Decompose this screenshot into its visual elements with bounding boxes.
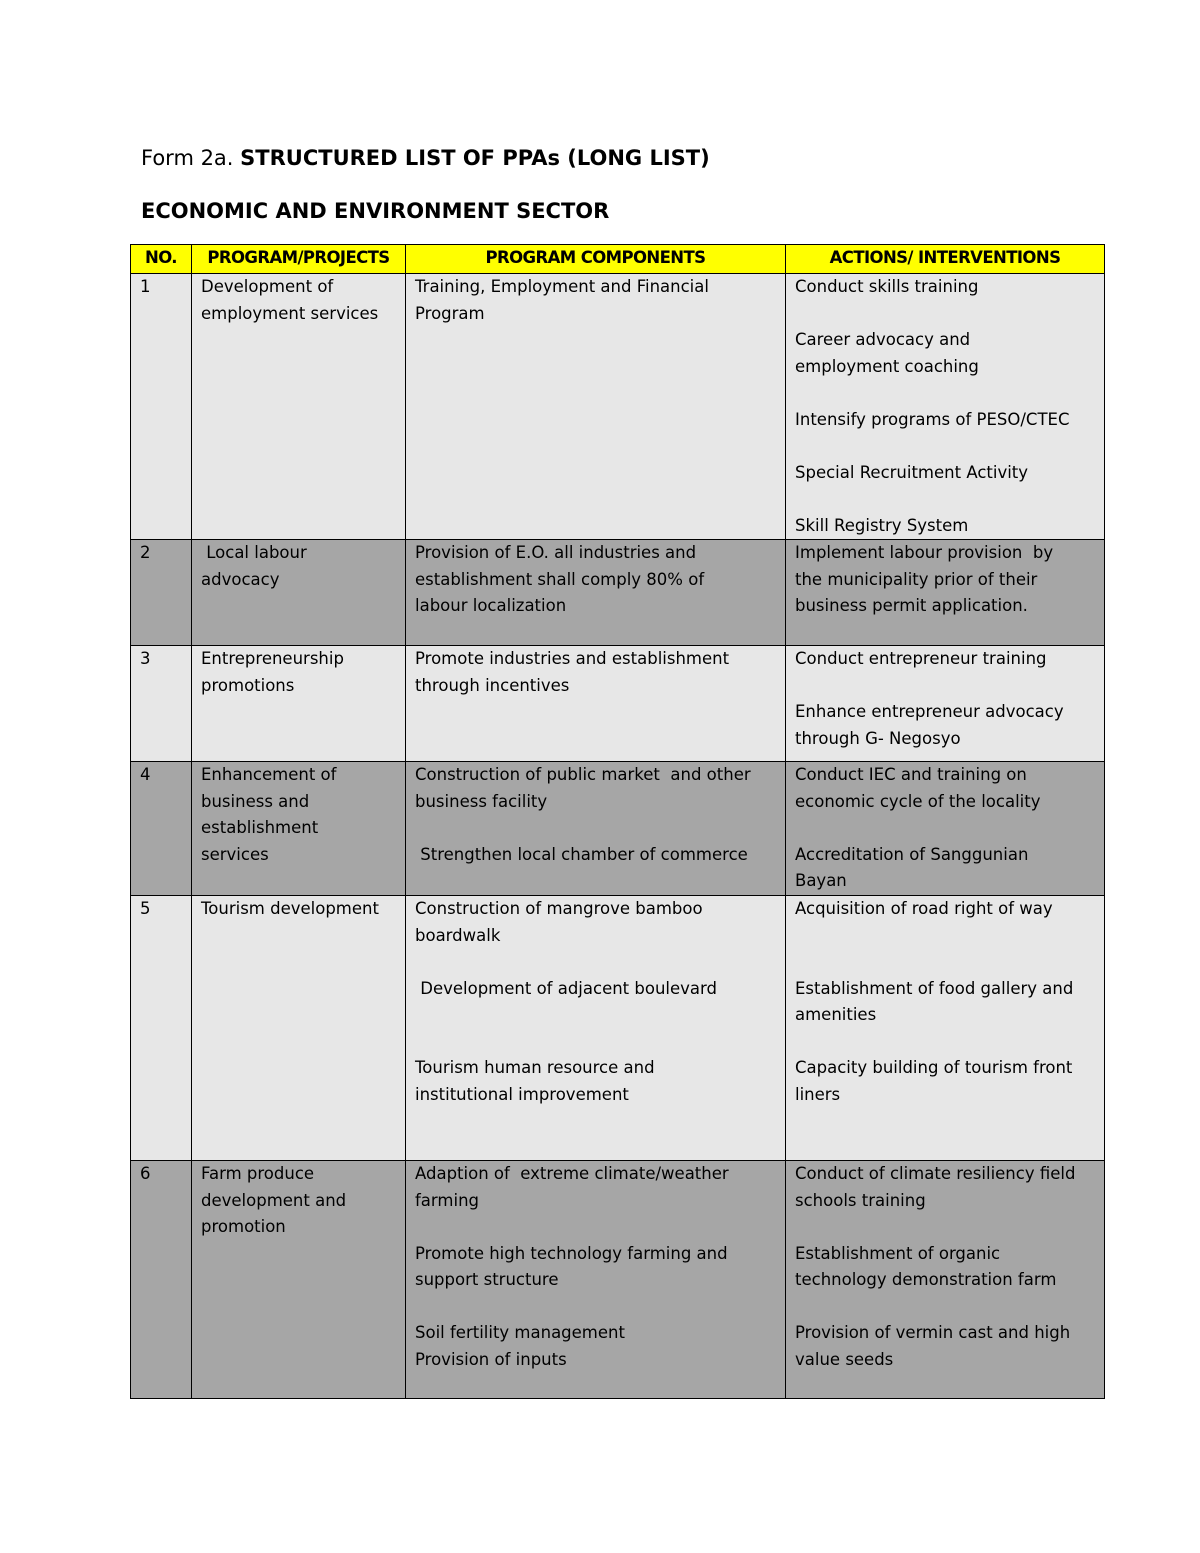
cell-line: Development of adjacent boulevard: [415, 978, 717, 998]
blank-line: [415, 815, 776, 842]
sector-title: ECONOMIC AND ENVIRONMENT SECTOR: [141, 199, 610, 223]
cell-line: Enhancement of: [201, 765, 337, 784]
blank-line: [415, 1294, 776, 1321]
blank-line: [415, 1029, 776, 1056]
cell-line: development and: [201, 1190, 347, 1210]
blank-line: [795, 949, 1095, 976]
cell-no: 5: [131, 896, 192, 1161]
cell-no: 2: [131, 540, 192, 646]
blank-line: [795, 433, 1095, 460]
cell-components: [406, 646, 786, 762]
cell-components: [406, 1161, 786, 1399]
cell-line: Special Recruitment Activity: [795, 462, 1029, 482]
cell-line: establishment shall comply 80% of: [415, 569, 705, 589]
cell-components: [406, 762, 786, 896]
blank-line: [795, 1029, 1095, 1056]
cell-line: Accreditation of Sanggunian: [795, 844, 1029, 864]
cell-line: through incentives: [415, 675, 570, 695]
cell-line: Local labour: [201, 543, 307, 562]
cell-actions: [786, 762, 1105, 896]
blank-line: [795, 815, 1095, 842]
cell-line: Intensify programs of PESO/CTEC: [795, 409, 1070, 429]
cell-line: Bayan: [795, 871, 847, 890]
cell-line: Soil fertility management: [415, 1323, 625, 1342]
cell-line: business and: [201, 791, 310, 811]
cell-program: [192, 540, 406, 646]
form-title-main: STRUCTURED LIST OF PPAs (LONG LIST): [240, 146, 710, 170]
cell-actions: [786, 646, 1105, 762]
cell-line: Implement labour provision by: [795, 543, 1054, 562]
cell-program: [192, 896, 406, 1161]
cell-line: Career advocacy and: [795, 330, 971, 349]
table-row: [131, 1161, 1105, 1399]
cell-line: Skill Registry System: [795, 515, 969, 535]
cell-line: Development of: [201, 277, 334, 296]
cell-line: amenities: [795, 1005, 877, 1024]
blank-line: [795, 1294, 1095, 1321]
cell-actions: [786, 896, 1105, 1161]
cell-no: 4: [131, 762, 192, 896]
cell-line: labour localization: [415, 596, 567, 615]
blank-line: [795, 923, 1095, 950]
cell-line: Acquisition of road right of way: [795, 899, 1053, 918]
cell-line: technology demonstration farm: [795, 1270, 1057, 1289]
cell-program: [192, 646, 406, 762]
cell-line: establishment: [201, 818, 319, 837]
blank-line: [415, 1214, 776, 1241]
blank-line: [795, 673, 1095, 700]
cell-line: Tourism development: [201, 899, 379, 918]
cell-actions: [786, 540, 1105, 646]
blank-line: [795, 1214, 1095, 1241]
cell-line: Adaption of extreme climate/weather: [415, 1164, 729, 1183]
table-row: [131, 896, 1105, 1161]
cell-line: Promote industries and establishment: [415, 649, 730, 668]
ppa-table: [130, 244, 1105, 1399]
cell-line: promotions: [201, 675, 295, 695]
cell-no: 1: [131, 274, 192, 540]
cell-line: Strengthen local chamber of commerce: [415, 844, 748, 864]
blank-line: [795, 486, 1095, 513]
cell-line: Training, Employment and Financial: [415, 277, 709, 296]
cell-line: liners: [795, 1084, 841, 1104]
cell-line: advocacy: [201, 569, 280, 589]
cell-line: Provision of vermin cast and high: [795, 1323, 1071, 1342]
cell-line: boardwalk: [415, 925, 501, 945]
cell-line: promotion: [201, 1217, 286, 1236]
cell-line: Entrepreneurship: [201, 649, 344, 668]
cell-line: Provision of inputs: [415, 1349, 567, 1369]
table-row: [131, 762, 1105, 896]
cell-program: [192, 274, 406, 540]
cell-line: Establishment of food gallery and: [795, 978, 1074, 998]
cell-line: through G- Negosyo: [795, 728, 961, 748]
cell-line: Construction of mangrove bamboo: [415, 899, 703, 918]
cell-line: Conduct entrepreneur training: [795, 649, 1047, 668]
cell-no: 6: [131, 1161, 192, 1399]
table-header-row: [131, 245, 1105, 274]
form-title-prefix: Form 2a.: [141, 146, 241, 170]
blank-line: [415, 949, 776, 976]
cell-actions: [786, 274, 1105, 540]
cell-no: 3: [131, 646, 192, 762]
header-no: NO.: [131, 245, 192, 274]
cell-line: Conduct IEC and training on: [795, 765, 1027, 784]
cell-line: farming: [415, 1190, 480, 1210]
header-actions-interventions: ACTIONS/ INTERVENTIONS: [786, 245, 1105, 274]
cell-line: value seeds: [795, 1349, 894, 1369]
table-row: [131, 646, 1105, 762]
blank-line: [795, 301, 1095, 328]
table-row: [131, 274, 1105, 540]
cell-actions: [786, 1161, 1105, 1399]
cell-line: business permit application.: [795, 596, 1028, 615]
cell-line: business facility: [415, 791, 548, 811]
blank-line: [415, 1002, 776, 1029]
cell-line: Conduct skills training: [795, 277, 979, 296]
form-title: [141, 146, 710, 170]
cell-components: [406, 896, 786, 1161]
cell-program: [192, 1161, 406, 1399]
cell-line: Enhance entrepreneur advocacy: [795, 702, 1064, 721]
table-row: [131, 540, 1105, 646]
cell-line: Program: [415, 303, 485, 323]
header-program-components: PROGRAM COMPONENTS: [406, 245, 786, 274]
cell-line: Conduct of climate resiliency field: [795, 1164, 1076, 1183]
table-body: [131, 274, 1105, 1399]
cell-components: [406, 274, 786, 540]
cell-line: the municipality prior of their: [795, 569, 1038, 589]
cell-line: schools training: [795, 1190, 926, 1210]
cell-line: services: [201, 844, 269, 864]
cell-line: Capacity building of tourism front: [795, 1058, 1073, 1077]
cell-components: [406, 540, 786, 646]
cell-line: employment services: [201, 303, 379, 323]
cell-line: Provision of E.O. all industries and: [415, 543, 697, 562]
cell-line: institutional improvement: [415, 1084, 629, 1104]
cell-line: economic cycle of the locality: [795, 791, 1041, 811]
cell-program: [192, 762, 406, 896]
cell-line: support structure: [415, 1270, 559, 1289]
blank-line: [795, 380, 1095, 407]
cell-line: Construction of public market and other: [415, 765, 751, 784]
cell-line: Tourism human resource and: [415, 1058, 655, 1077]
cell-line: Farm produce: [201, 1164, 315, 1183]
cell-line: Promote high technology farming and: [415, 1243, 728, 1263]
cell-line: employment coaching: [795, 356, 979, 376]
cell-line: Establishment of organic: [795, 1243, 1001, 1263]
header-program-projects: PROGRAM/PROJECTS: [192, 245, 406, 274]
